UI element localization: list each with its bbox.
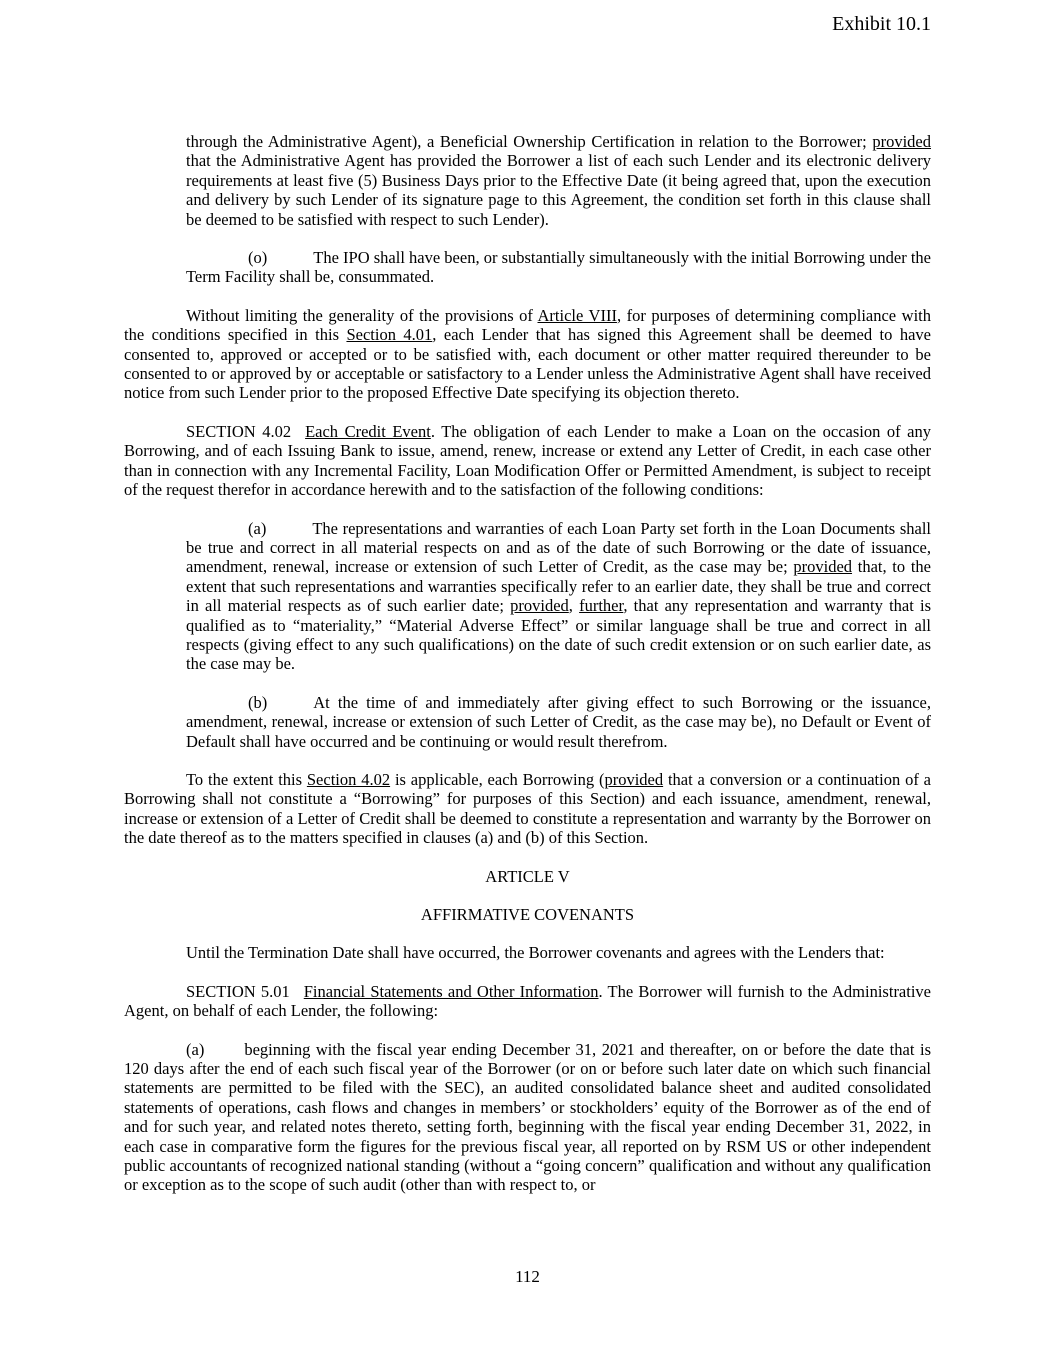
text-run: , for purposes of determining compliance with the conditions specified in this: [124, 305, 931, 345]
tab-space: [204, 1040, 244, 1059]
underlined-text: Each Credit Event: [305, 421, 431, 441]
text-run: through the Administrative Agent), a Beneficial Ownership Certification in relation to the Borrower;: [186, 132, 873, 151]
text-run: (o): [248, 248, 268, 268]
tab-space: [291, 422, 305, 441]
text-run: At the time of and immediately after giving effect to such Borrowing or the issuance, amendment, renewal, increase or extension of such Letter of Credit, as the case may be), no Default or Event of Default shall have occurred and be continuing or would result therefrom.: [186, 692, 931, 751]
text-run: ,: [568, 596, 580, 616]
underlined-text: Article VIII: [537, 305, 617, 325]
text-run: ARTICLE V: [485, 866, 570, 886]
text-run: . The obligation of each Lender to make a Loan on the occasion of any Borrowing, and of each Issuing Bank to issue, amend, renew, increase or extend any Letter of Credit, in each case other than in connection with any Incremental Facility, Loan Modification Offer or Permitted Amendment, is subject to receipt of the request therefor in accordance herewith and to the satisfaction of the following conditions:: [124, 421, 931, 500]
text-run: Until the Termination Date shall have occurred, the Borrower covenants and agrees with the Lenders that:: [186, 943, 885, 963]
underlined-text: provided: [510, 596, 569, 616]
covenant-intro: [124, 943, 931, 962]
continuation-paragraph: [186, 132, 931, 229]
text-run: SECTION 4.02: [186, 421, 292, 441]
exhibit-label: Exhibit 10.1: [832, 13, 931, 35]
text-run: AFFIRMATIVE COVENANTS: [420, 905, 635, 924]
text-run: The IPO shall have been, or substantially simultaneously with the initial Borrowing under the Term Facility shall be, consummated.: [186, 248, 931, 287]
document-body: [124, 132, 931, 1195]
text-run: , that any representation and warranty that is qualified as to “materiality,” “Material Adverse Effect” or similar language shall be true and correct in all respects (giving effect to any such qualifications) on the date of such credit extension or on such earlier date, as the case may be.: [186, 596, 932, 674]
text-run: SECTION 5.01: [186, 981, 290, 1001]
text-run: is applicable, each Borrowing (: [390, 769, 605, 789]
underlined-text: provided: [872, 132, 931, 151]
section-5-01: [124, 982, 931, 1021]
clause-b: [186, 693, 931, 751]
tab-space: [290, 982, 304, 1001]
article-v-heading: [124, 867, 931, 886]
clause-o: [186, 248, 931, 287]
text-run: beginning with the fiscal year ending December 31, 2021 and thereafter, on or before the date that is 120 days after the end of each such fiscal year of the Borrower (or on or before such later date on which such financial statements are permitted to be filed with the SEC), an audited consolidated balance sheet and audited consolidated statements of operations, cash flows and changes in members’ or stockholders’ equity of the Borrower as of the end of and for such year, and related notes thereto, setting forth, beginning with the fiscal year ending December 31, 2022, in each case in comparative form the figures for the previous fiscal year, all reported on by RSM US or other independent public accountants of recognized national standing (without a “going concern” qualification and without any qualification or exception as to the scope of such audit (other than with respect to, or: [124, 1039, 931, 1195]
page-number: 112: [515, 1267, 540, 1286]
text-run: , each Lender that has signed this Agreement shall be deemed to have consented to, approved or accepted or to be satisfied with, each document or other matter required thereunder to be consented to or approved by or acceptable or satisfactory to a Lender unless the Administrative Agent shall have received notice from such Lender prior to the proposed Effective Date specifying its objection thereto.: [124, 325, 931, 403]
text-run: (a): [186, 1039, 205, 1059]
closing-paragraph: [124, 770, 931, 848]
tab-space: [267, 693, 313, 712]
text-run: . The Borrower will furnish to the Administrative Agent, on behalf of each Lender, the following:: [124, 981, 931, 1021]
intro-paragraph: [124, 306, 931, 403]
text-run: (b): [248, 692, 268, 712]
tab-space: [267, 248, 313, 267]
affirmative-covenants-heading: [124, 905, 931, 924]
section-4-02: [124, 422, 931, 500]
text-run: (a): [248, 518, 267, 538]
text-run: To the extent this: [186, 769, 307, 789]
underlined-text: Section 4.01: [346, 325, 433, 345]
text-run: that a conversion or a continuation of a Borrowing shall not constitute a “Borrowing” for purposes of this Section) and each issuance, amendment, renewal, increase or extension of a Letter of Credit shall be deemed to constitute a representation and warranty by the Borrower on the date thereof as to the matters specified in clauses (a) and (b) of this Section.: [124, 769, 931, 848]
tab-space: [266, 519, 312, 538]
underlined-text: provided: [604, 769, 664, 789]
clause-5-01-a: [124, 1040, 931, 1195]
underlined-text: further: [579, 596, 624, 616]
text-run: The representations and warranties of each Loan Party set forth in the Loan Documents shall be true and correct in all material respects on and as of the date of such Borrowing or the date of issuance, amendment, renewal, increase or extension of such Letter of Credit, as the case may be;: [186, 518, 931, 577]
text-run: Without limiting the generality of the provisions of: [186, 305, 538, 325]
underlined-text: Financial Statements and Other Information: [303, 981, 599, 1001]
clause-a: [186, 519, 931, 674]
text-run: that the Administrative Agent has provided the Borrower a list of each such Lender and its electronic delivery requirements at least five (5) Business Days prior to the Effective Date (it being agreed that, upon the execution and delivery by such Lender of its signature page to this Agreement, the condition set forth in this clause shall be deemed to be satisfied with respect to such Lender).: [186, 151, 931, 229]
underlined-text: provided: [793, 557, 853, 577]
underlined-text: Section 4.02: [306, 769, 391, 789]
text-run: that, to the extent that such representations and warranties specifically refer to an earlier date, they shall be true and correct in all material respects as of such earlier date;: [186, 557, 932, 616]
